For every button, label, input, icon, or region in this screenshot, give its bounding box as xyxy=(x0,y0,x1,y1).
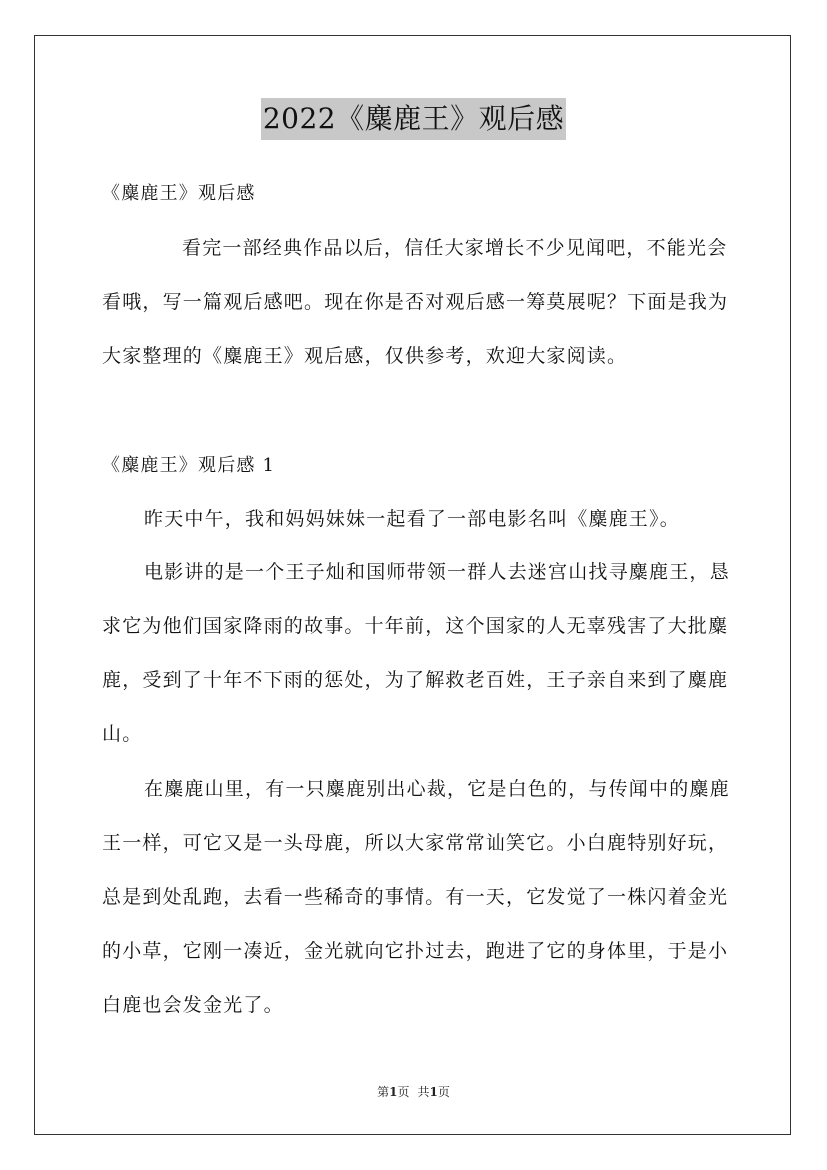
page-prefix: 第 xyxy=(377,1085,390,1099)
document-title: 2022《麋鹿王》观后感 xyxy=(261,98,566,140)
intro-heading: 《麋鹿王》观后感 xyxy=(102,183,256,204)
section-heading: 《麋鹿王》观后感 1 xyxy=(102,455,276,476)
total-prefix: 共 xyxy=(417,1085,430,1099)
total-suffix: 页 xyxy=(437,1085,450,1099)
page-suffix: 页 xyxy=(397,1085,410,1099)
total-pages: 1 xyxy=(429,1085,438,1099)
title-container xyxy=(0,98,827,140)
body-paragraph-1: 昨天中午，我和妈妈妹妹一起看了一部电影名叫《麋鹿王》。 xyxy=(144,508,680,530)
intro-paragraph: 看完一部经典作品以后，信任大家增长不少见闻吧，不能光会看哦，写一篇观后感吧。现在你是否对观后感一筹莫展呢？下面是我为大家整理的《麋鹿王》观后感，仅供参考，欢迎大家阅读。 xyxy=(102,237,729,367)
page-footer xyxy=(0,1082,827,1102)
page-number: 1 xyxy=(389,1085,398,1099)
body-paragraph-2: 电影讲的是一个王子灿和国师带领一群人去迷宫山找寻麋鹿王，恳求它为他们国家降雨的故事。十年前，这个国家的人无辜残害了大批麋鹿，受到了十年不下雨的惩处，为了解救老百姓，王子亲自来到了麋鹿山。 xyxy=(102,561,730,745)
body-paragraph-3: 在麋鹿山里，有一只麋鹿别出心裁，它是白色的，与传闻中的麋鹿王一样，可它又是一头母鹿，所以大家常常讪笑它。小白鹿特别好玩，总是到处乱跑，去看一些稀奇的事情。有一天，它发觉了一株闪着金光的小草，它刚一凑近，金光就向它扑过去，跑进了它的身体里，于是小白鹿也会发金光了。 xyxy=(102,778,730,1016)
